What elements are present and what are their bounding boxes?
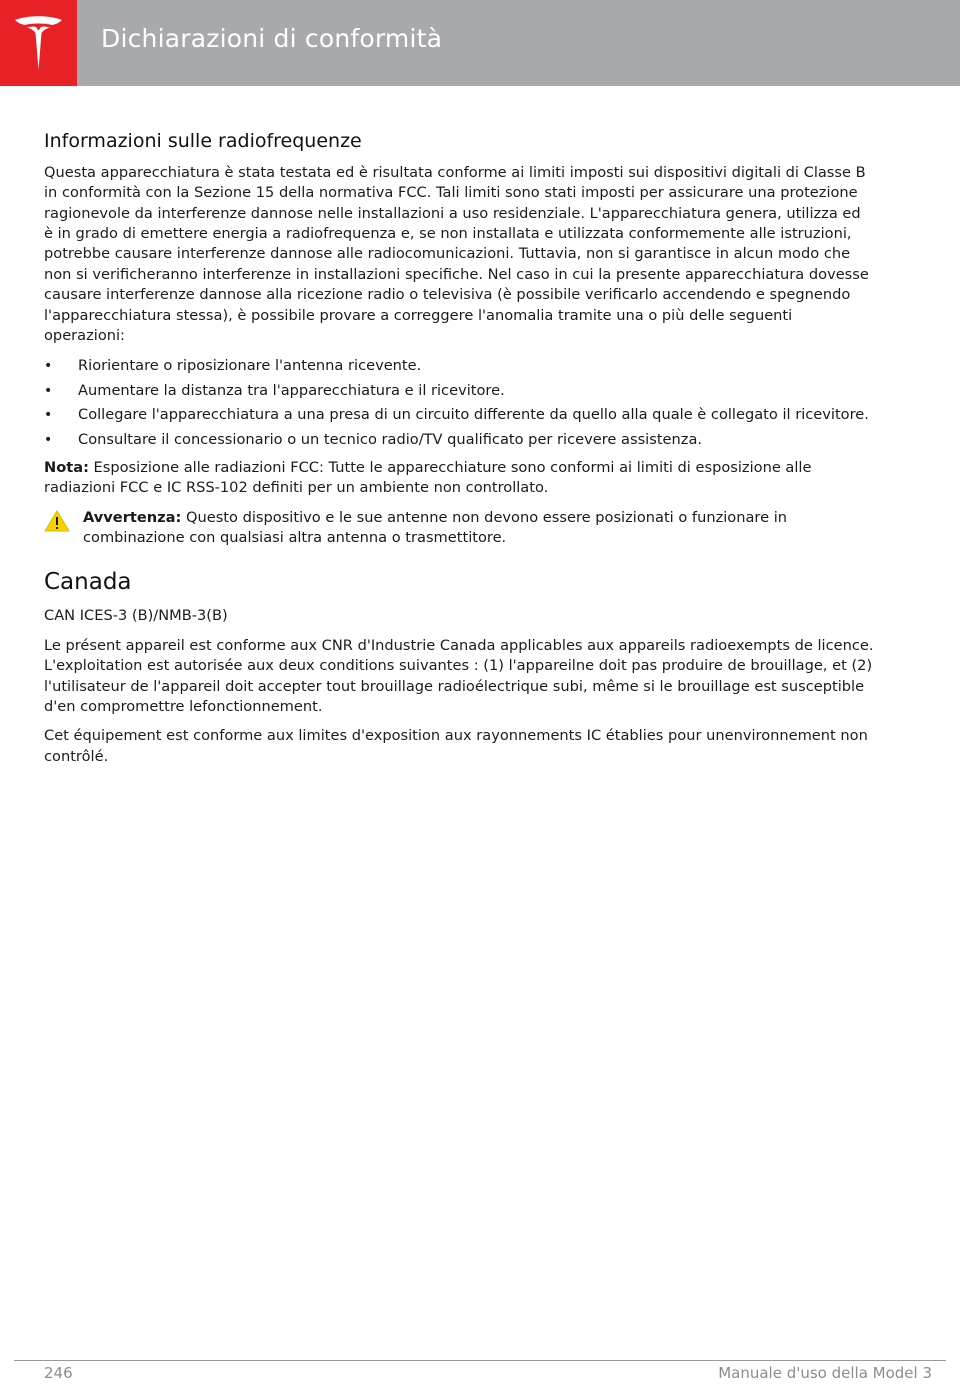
warning-triangle-icon	[44, 510, 70, 532]
canada-code: CAN ICES-3 (B)/NMB-3(B)	[44, 607, 228, 625]
page-number: 246	[44, 1364, 73, 1382]
list-item-text: Collegare l'apparecchiatura a una presa di un circuito differente da quello alla quale è collegato il ricevitore.	[78, 406, 869, 424]
note-text: Esposizione alle radiazioni FCC: Tutte le apparecchiature sono conformi ai limiti di esposizione alle radiazioni FCC e IC RSS-102 definiti per un ambiente non controllato.	[44, 459, 812, 497]
canada-paragraph-2: Cet équipement est conforme aux limites d'exposition aux rayonnements IC établies pour unenvironnement non contrôlé.	[44, 727, 868, 765]
bullet-icon: •	[44, 382, 53, 399]
list-item	[44, 381, 874, 401]
page-header	[0, 0, 960, 86]
tesla-logo-icon	[13, 14, 64, 72]
footer-divider	[14, 1360, 946, 1361]
bullet-icon: •	[44, 358, 53, 375]
list-item	[44, 430, 874, 450]
manual-title: Manuale d'uso della Model 3	[718, 1364, 932, 1382]
list-item	[44, 356, 874, 376]
page-title: Dichiarazioni di conformità	[101, 24, 443, 53]
list-item-text: Consultare il concessionario o un tecnico radio/TV qualificato per ricevere assistenza.	[78, 430, 703, 448]
fcc-note	[44, 458, 874, 499]
radio-section-heading: Informazioni sulle radiofrequenze	[44, 130, 362, 152]
bullet-icon: •	[44, 431, 53, 448]
list-item-text: Aumentare la distanza tra l'apparecchiatura e il ricevitore.	[78, 381, 505, 399]
brand-logo-box	[0, 0, 77, 86]
list-item-text: Riorientare o riposizionare l'antenna ricevente.	[78, 357, 422, 375]
main-content	[44, 130, 874, 776]
warning-callout	[44, 508, 874, 549]
radio-intro-paragraph: Questa apparecchiatura è stata testata ed è risultata conforme ai limiti imposti sui dispositivi digitali di Classe B in conformità con la Sezione 15 della normativa FCC. Tali limiti sono stati imposti per assicurare una protezione ragionevole da interferenze dannose nelle installazioni a uso residenziale. L'apparecchiatura genera, utilizza ed è in grado di emettere energia a radiofrequenza e, se non installata e utilizzata conformemente alle istruzioni, potrebbe causare interferenze dannose alle radiocomunicazioni. Tuttavia, non si garantisce in alcun modo che non si verificheranno interferenze in installazioni specifiche. Nel caso in cui la presente apparecchiatura dovesse causare interferenze dannose alla ricezione radio o televisiva (è possibile verificarlo accendendo e spegnendo l'apparecchiatura stessa), è possibile provare a correggere l'anomalia tramite una o più delle seguenti operazioni:	[44, 163, 869, 345]
canada-section-heading: Canada	[44, 568, 132, 595]
warning-text: Questo dispositivo e le sue antenne non devono essere posizionati o funzionare in combinazione con qualsiasi altra antenna o trasmettitore.	[83, 508, 788, 547]
note-label: Nota:	[44, 459, 89, 477]
canada-paragraph-1: Le présent appareil est conforme aux CNR d'Industrie Canada applicables aux appareils radioexempts de licence. L'exploitation est autorisée aux deux conditions suivantes : (1) l'appareilne doit pas produire de brouillage, et (2) l'utilisateur de l'appareil doit accepter tout brouillage radioélectrique subi, même si le brouillage est susceptible d'en compromettre lefonctionnement.	[44, 636, 874, 715]
radio-remedies-list	[44, 356, 874, 450]
warning-label: Avvertenza:	[83, 508, 182, 526]
list-item	[44, 405, 874, 425]
bullet-icon: •	[44, 407, 53, 424]
